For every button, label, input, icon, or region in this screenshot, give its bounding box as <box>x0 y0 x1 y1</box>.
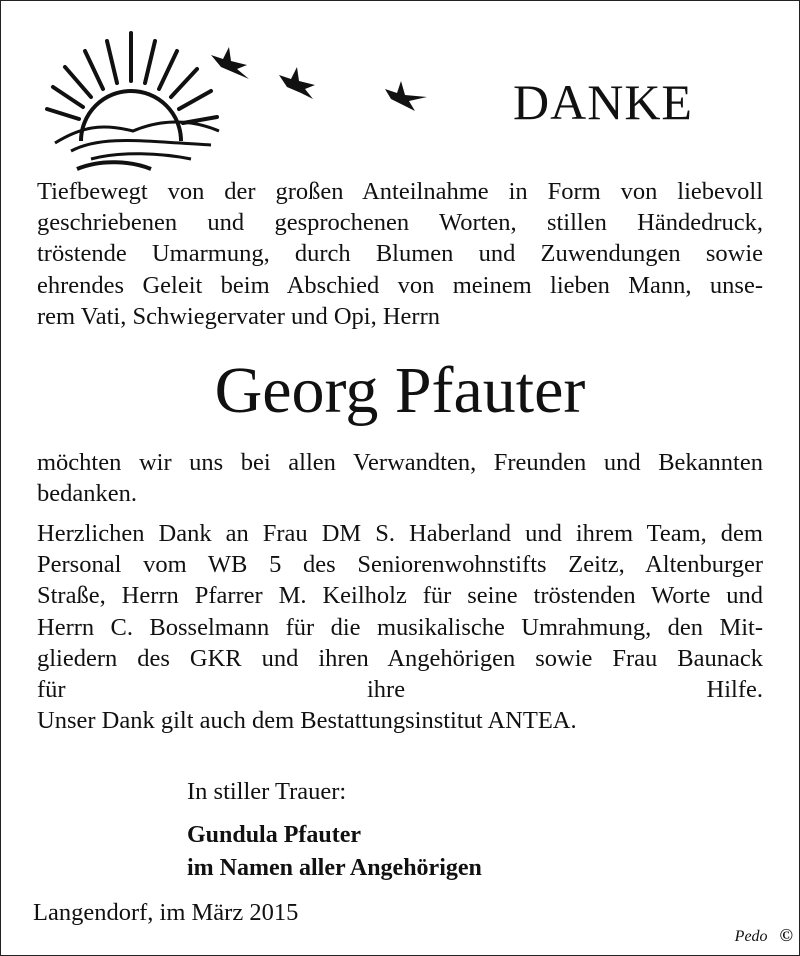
thanks-line: möchten wir uns bei allen Verwandten, Freunden und Bekannten <box>37 449 763 476</box>
copyright-icon: © <box>779 925 793 945</box>
thanks-line: Straße, Herrn Pfarrer M. Keilholz für seine tröstenden Worte und <box>37 582 763 610</box>
heading-danke: DANKE <box>513 74 693 130</box>
place-date: Langendorf, im März 2015 <box>33 899 299 926</box>
thanks-line: Herrn C. Bosselmann für die musikalische Umrahmung, den Mit- <box>37 613 763 641</box>
thanks-line: bedanken. <box>37 480 137 508</box>
agency-mark <box>735 925 793 946</box>
thanks-line: Herzlichen Dank an Frau DM S. Haberland und ihrem Team, dem <box>37 520 763 547</box>
signer-block <box>187 819 482 885</box>
thanks-paragraph-1 <box>37 447 763 509</box>
thanks-line: gliedern des GKR und ihren Angehörigen sowie Frau Baunack <box>37 644 763 672</box>
sunset-hills-icon <box>41 23 221 173</box>
mourning-label: In stiller Trauer: <box>187 778 347 805</box>
signer-name: Gundula Pfauter <box>187 822 362 848</box>
thanks-paragraph-2 <box>37 518 763 736</box>
intro-line: Tiefbewegt von der großen Anteilnahme in Form von liebevoll <box>37 178 763 205</box>
intro-line: ehrendes Geleit beim Abschied von meinem lieben Mann, unse- <box>37 271 763 299</box>
intro-line: tröstende Umarmung, durch Blumen und Zuwendungen sowie <box>37 240 763 268</box>
thanks-line: Unser Dank gilt auch dem Bestattungsinstitut ANTEA. <box>37 707 577 735</box>
agency-mark-text: Pedo <box>734 928 768 945</box>
thanks-line: für ihre Hilfe. <box>37 676 763 704</box>
flying-birds-icon <box>201 41 441 121</box>
signer-subline: im Namen aller Angehörigen <box>187 855 482 881</box>
intro-paragraph <box>37 176 763 332</box>
intro-line: rem Vati, Schwiegervater und Opi, Herrn <box>37 302 440 330</box>
intro-line: geschriebenen und gesprochenen Worten, stillen Händedruck, <box>37 209 763 237</box>
thanks-line: Personal vom WB 5 des Seniorenwohnstifts Zeitz, Altenburger <box>37 551 763 579</box>
deceased-name: Georg Pfauter <box>214 354 586 427</box>
